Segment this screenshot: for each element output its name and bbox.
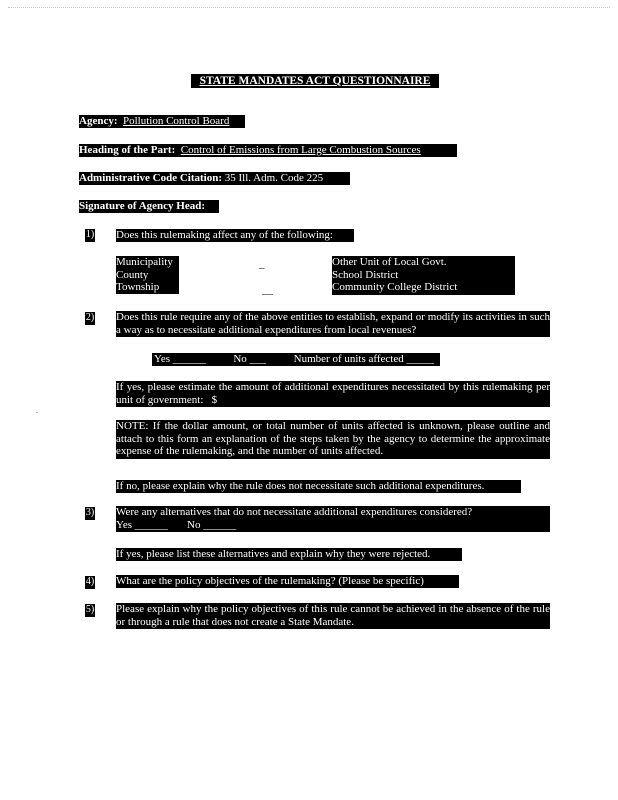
heading-label: Heading of the Part: [79,144,176,156]
q1-question: Does this rulemaking affect any of the following: [116,229,354,242]
q3-if-yes: If yes, please list these alternatives and explain why they were rejected. [116,548,462,561]
entity-other-unit: Other Unit of Local Govt. [332,256,447,268]
q2-estimate [116,381,550,407]
q4-number: 4) [85,576,95,587]
entity-county: County [116,268,149,281]
q1-left-entities [116,256,179,294]
q3-question: Were any alternatives that do not necessitate additional expenditures considered? [116,506,473,518]
q2-yes: Yes ______ [154,353,206,365]
citation-value: 35 Ill. Adm. Code 225 [224,172,324,184]
q5-question: Please explain why the policy objectives of this rule cannot be achieved in the absence of the rule or through a rule that does not create a State Mandate. [116,603,550,628]
citation-line [79,172,350,185]
q4-question: What are the policy objectives of the rulemaking? (Please be specific) [116,575,459,588]
q2-no: No ___ [233,353,267,365]
entity-municipality: Municipality [116,256,173,268]
top-rule [8,7,610,8]
q2-note: NOTE: If the dollar amount, or total number of units affected is unknown, please outline and attach to this form an explanation of the steps taken by the agency to determine the approximate expense of the rulemaking, and the number of units affected. [116,420,550,457]
q3-number: 3) [85,507,95,518]
entity-community-college: Community College District [332,281,458,293]
signature-label: Signature of Agency Head: [79,200,205,212]
page-title: STATE MANDATES ACT QUESTIONNAIRE [191,74,439,88]
agency-label: Agency: [79,115,118,127]
q1-mark-township: __ [262,284,273,296]
heading-value: Control of Emissions from Large Combustion Sources [180,144,421,156]
q1-right-entities [332,256,515,295]
q2-answer-line [152,353,440,366]
scan-speck [36,412,38,413]
q2-if-no: If no, please explain why the rule does not necessitate such additional expenditures. [116,480,521,493]
q3-yes: Yes ______ [116,518,168,531]
signature-line [79,200,219,213]
agency-value: Pollution Control Board [123,115,230,127]
citation-label: Administrative Code Citation: [79,172,222,184]
entity-township: Township [116,281,160,293]
q2-number: 2) [85,312,95,323]
q2-units-affected: Number of units affected _____ [293,353,434,365]
entity-school-district: School District [332,268,399,281]
q5-number: 5) [85,604,95,615]
agency-line [79,115,245,128]
q2-dollar-sign: $ [211,393,218,406]
q3-no: No ______ [187,518,237,531]
q1-mark-municipality: _ [259,258,265,270]
q2-question: Does this rule require any of the above entities to establish, expand or modify its activities in such a way as to necessitate additional expenditures from local revenues? [116,311,550,336]
q1-number: 1) [85,229,95,240]
q3-block [116,506,550,532]
heading-line [79,144,457,157]
q2-estimate-text: If yes, please estimate the amount of additional expenditures necessitated by this rulemaking per unit of government: [116,381,550,406]
